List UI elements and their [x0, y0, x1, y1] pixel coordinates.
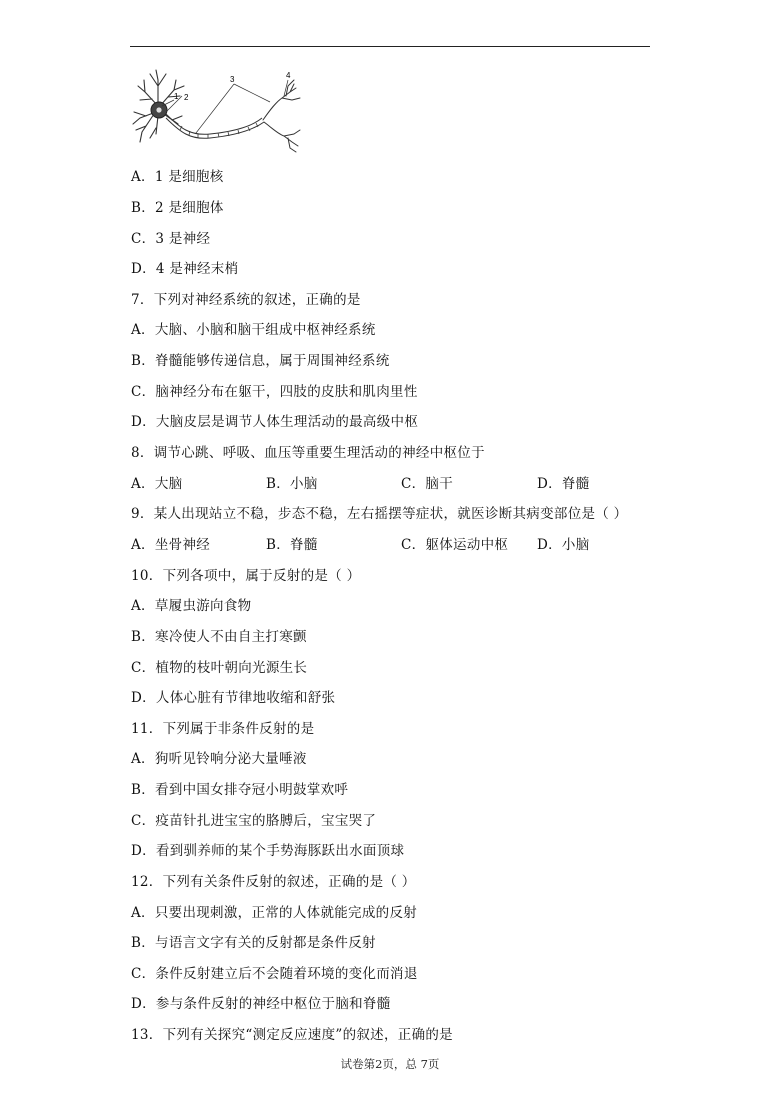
q10-option-d: D．人体心脏有节律地收缩和舒张 [131, 690, 336, 706]
label-3: 3 [230, 75, 235, 84]
header-rule [130, 46, 650, 47]
q6-option-a: A．1 是细胞核 [131, 169, 224, 185]
q7-option-b: B．脊髓能够传递信息，属于周围神经系统 [131, 353, 390, 369]
q8-option-c: C．脑干 [401, 476, 454, 492]
q8-stem: 8．调节心跳、呼吸、血压等重要生理活动的神经中枢位于 [131, 445, 485, 461]
q9-option-d: D．小脑 [537, 537, 590, 553]
q11-option-b: B．看到中国女排夺冠小明鼓掌欢呼 [131, 782, 349, 798]
q9-options [131, 536, 651, 554]
q7-stem: 7．下列对神经系统的叙述，正确的是 [131, 292, 361, 308]
q6-option-c: C．3 是神经 [131, 231, 211, 247]
neuron-diagram [130, 66, 310, 156]
q10-stem: 10．下列各项中，属于反射的是（ ） [131, 568, 361, 584]
q9-option-a: A．坐骨神经 [131, 537, 211, 553]
q7-option-a: A．大脑、小脑和脑干组成中枢神经系统 [131, 322, 376, 338]
label-4: 4 [286, 71, 291, 80]
q13-stem: 13．下列有关探究“测定反应速度”的叙述，正确的是 [131, 1027, 453, 1043]
q12-stem: 12．下列有关条件反射的叙述，正确的是（ ） [131, 874, 416, 890]
q12-option-d: D．参与条件反射的神经中枢位于脑和脊髓 [131, 996, 391, 1012]
q11-option-a: A．狗听见铃响分泌大量唾液 [131, 751, 307, 767]
q6-option-d: D．4 是神经末梢 [131, 261, 239, 277]
q8-options [131, 475, 651, 493]
q9-option-b: B．脊髓 [266, 537, 318, 553]
q7-option-d: D．大脑皮层是调节人体生理活动的最高级中枢 [131, 414, 419, 430]
q11-option-d: D．看到驯养师的某个手势海豚跃出水面顶球 [131, 843, 405, 859]
label-2: 2 [184, 93, 189, 102]
q7-option-c: C．脑神经分布在躯干，四肢的皮肤和肌肉里性 [131, 384, 418, 400]
q9-option-c: C．躯体运动中枢 [401, 537, 509, 553]
q11-stem: 11．下列属于非条件反射的是 [131, 721, 315, 737]
q8-option-d: D．脊髓 [537, 476, 590, 492]
q10-option-a: A．草履虫游向食物 [131, 598, 252, 614]
q8-option-b: B．小脑 [266, 476, 318, 492]
page-footer: 试卷第2页，总 7页 [340, 1057, 440, 1071]
q11-option-c: C．疫苗针扎进宝宝的胳膊后，宝宝哭了 [131, 813, 377, 829]
q10-option-b: B．寒冷使人不由自主打寒颤 [131, 629, 307, 645]
q8-option-a: A．大脑 [131, 476, 183, 492]
label-1: 1 [174, 92, 179, 101]
q10-option-c: C．植物的枝叶朝向光源生长 [131, 660, 308, 676]
q12-option-c: C．条件反射建立后不会随着环境的变化而消退 [131, 966, 418, 982]
q6-option-b: B．2 是细胞体 [131, 200, 224, 216]
q12-option-b: B．与语言文字有关的反射都是条件反射 [131, 935, 376, 951]
q12-option-a: A．只要出现刺激，正常的人体就能完成的反射 [131, 905, 418, 921]
q9-stem: 9．某人出现站立不稳，步态不稳，左右摇摆等症状，就医诊断其病变部位是（ ） [131, 506, 628, 522]
